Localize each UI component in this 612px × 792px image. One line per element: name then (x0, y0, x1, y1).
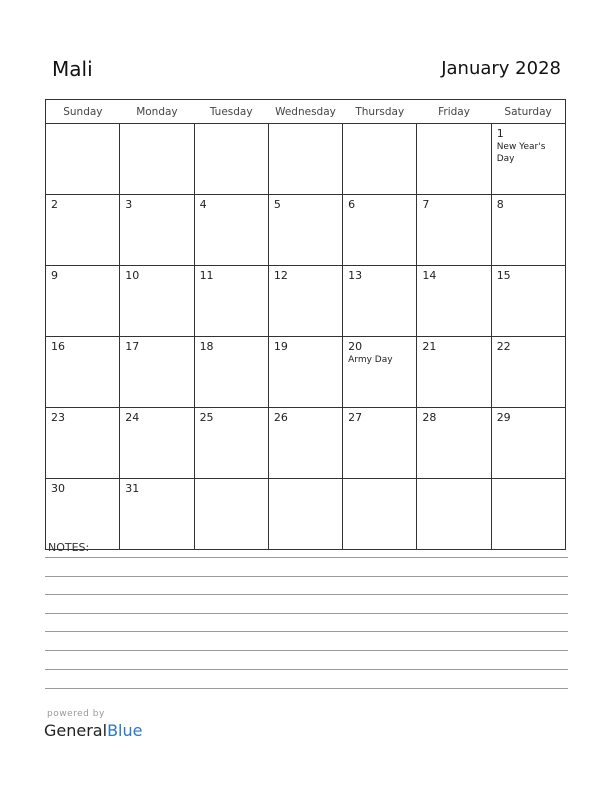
month-year-title: January 2028 (441, 58, 561, 79)
day-cell (268, 337, 342, 408)
day-cell (343, 195, 417, 266)
day-cell (417, 479, 491, 550)
note-line (45, 650, 568, 651)
notes-label: NOTES: (48, 541, 90, 554)
day-cell (491, 124, 565, 195)
day-number: 18 (199, 340, 214, 353)
day-number: 16 (51, 340, 65, 353)
weekday-sunday: Sunday (46, 100, 120, 124)
week-row (46, 266, 566, 337)
day-cell (194, 479, 268, 550)
day-cell (120, 124, 194, 195)
day-cell (120, 195, 194, 266)
day-cell (120, 408, 194, 479)
day-number: 25 (199, 411, 214, 424)
day-number: 7 (422, 198, 430, 211)
calendar-grid (45, 99, 566, 550)
day-cell (194, 124, 268, 195)
day-number: 19 (273, 340, 288, 353)
day-number: 10 (125, 269, 140, 282)
day-cell (417, 337, 491, 408)
day-number: 2 (51, 198, 58, 211)
note-line (45, 576, 568, 577)
day-number: 8 (496, 198, 504, 211)
day-number: 26 (273, 411, 288, 424)
day-cell (491, 266, 565, 337)
day-number: 22 (496, 340, 511, 353)
day-number: 9 (51, 269, 58, 282)
day-number: 24 (125, 411, 140, 424)
holiday-label: New Year's Day (496, 142, 546, 164)
day-number: 27 (348, 411, 363, 424)
weekday-tuesday: Tuesday (194, 100, 268, 124)
day-cell (491, 337, 565, 408)
day-cell (268, 124, 342, 195)
day-cell (46, 408, 120, 479)
note-line (45, 688, 568, 689)
day-cell (491, 479, 565, 550)
day-cell (417, 266, 491, 337)
calendar-body (46, 124, 566, 550)
week-row (46, 337, 566, 408)
day-cell (120, 479, 194, 550)
weekday-friday: Friday (417, 100, 491, 124)
day-cell (268, 266, 342, 337)
day-cell (343, 479, 417, 550)
day-cell (194, 266, 268, 337)
brand-logo (44, 721, 142, 740)
week-row (46, 124, 566, 195)
day-cell (343, 337, 417, 408)
day-cell (46, 337, 120, 408)
day-number: 21 (422, 340, 437, 353)
day-cell (120, 266, 194, 337)
day-number: 17 (125, 340, 140, 353)
day-cell (194, 408, 268, 479)
day-number: 1 (496, 127, 504, 140)
weekday-thursday: Thursday (343, 100, 417, 124)
day-number: 15 (496, 269, 511, 282)
day-number: 3 (125, 198, 133, 211)
day-number: 5 (273, 198, 281, 211)
country-title: Mali (52, 57, 93, 81)
day-cell (343, 266, 417, 337)
day-cell (46, 195, 120, 266)
day-number: 23 (51, 411, 65, 424)
week-row (46, 408, 566, 479)
day-number: 4 (199, 198, 207, 211)
day-cell (491, 408, 565, 479)
day-number: 6 (348, 198, 356, 211)
day-number: 11 (199, 269, 214, 282)
day-cell (194, 337, 268, 408)
note-line (45, 613, 568, 614)
day-cell (268, 479, 342, 550)
day-cell (343, 408, 417, 479)
day-cell (268, 195, 342, 266)
note-line (45, 557, 568, 558)
week-row (46, 479, 566, 550)
week-row (46, 195, 566, 266)
note-line (45, 594, 568, 595)
day-cell (417, 408, 491, 479)
day-number: 28 (422, 411, 437, 424)
brand-general: General (44, 721, 108, 740)
weekday-monday: Monday (120, 100, 194, 124)
day-number: 14 (422, 269, 437, 282)
day-cell (417, 195, 491, 266)
day-number: 31 (125, 482, 140, 495)
holiday-label: Army Day (348, 355, 393, 365)
note-line (45, 631, 568, 632)
day-cell (268, 408, 342, 479)
day-number: 29 (496, 411, 511, 424)
day-number: 13 (348, 269, 363, 282)
day-number: 20 (348, 340, 363, 353)
day-cell (46, 266, 120, 337)
weekday-wednesday: Wednesday (268, 100, 342, 124)
day-number: 30 (51, 482, 65, 495)
powered-by-text: powered by (47, 709, 105, 719)
day-cell (46, 479, 120, 550)
weekday-saturday: Saturday (491, 100, 565, 124)
weekday-header-row (46, 100, 566, 124)
day-cell (120, 337, 194, 408)
brand-blue: Blue (107, 721, 143, 740)
day-number: 12 (273, 269, 288, 282)
day-cell (46, 124, 120, 195)
day-cell (417, 124, 491, 195)
day-cell (343, 124, 417, 195)
note-line (45, 669, 568, 670)
day-cell (194, 195, 268, 266)
day-cell (491, 195, 565, 266)
